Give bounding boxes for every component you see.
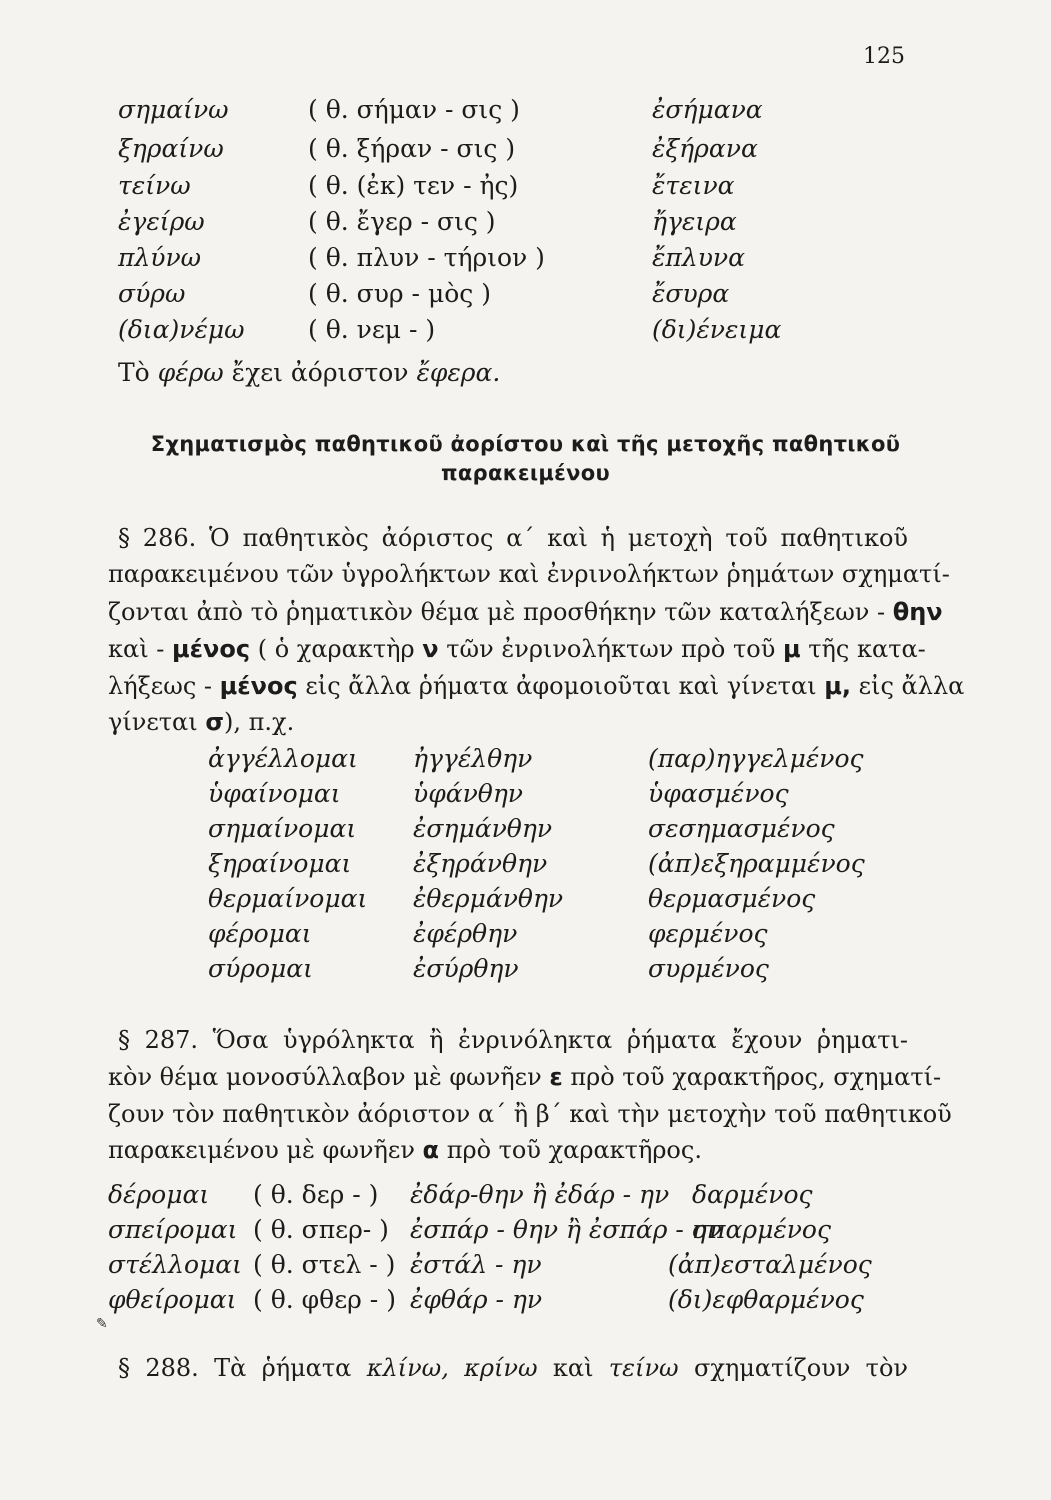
text: λήξεως - bbox=[108, 672, 212, 700]
text: ζονται ἀπὸ τὸ ῥηματικὸν θέμα μὲ προσθήκην τῶν καταλήξεων - bbox=[108, 598, 886, 626]
paragraph-line: παρακειμένου τῶν ὑγρολήκτων καὶ ἐνρινολήκτων ῥημάτων σχηματί- bbox=[108, 560, 950, 588]
present: ξηραίνομαι bbox=[208, 849, 352, 878]
section-heading-line2: παρακειμένου bbox=[441, 461, 610, 485]
aorist: ἔσυρα bbox=[652, 279, 730, 308]
theme: ( θ. δερ - ) bbox=[253, 1180, 379, 1209]
section-288 bbox=[118, 1350, 908, 1386]
paragraph-line bbox=[108, 1059, 942, 1095]
present: στέλλομαι bbox=[108, 1250, 242, 1279]
aorist: ἐφθάρ - ην bbox=[410, 1285, 543, 1314]
participle: (ἀπ)εξηραμμένος bbox=[648, 849, 865, 878]
letter-mu: μ, bbox=[824, 672, 851, 700]
vowel-epsilon: ε bbox=[549, 1063, 563, 1091]
verb: τείνω bbox=[118, 171, 191, 200]
aorist: ἐσπάρ - θην ἢ ἐσπάρ - ην bbox=[410, 1215, 722, 1244]
theme: ( θ. (ἐκ) τεν - ἠς) bbox=[308, 171, 519, 200]
participle: ὑφασμένος bbox=[648, 779, 789, 808]
text: πρὸ τοῦ χαρακτῆρος, σχηματί- bbox=[570, 1063, 942, 1091]
aorist: ἐξήρανα bbox=[652, 134, 758, 163]
theme: ( θ. σπερ- ) bbox=[253, 1215, 389, 1244]
letter-mu: μ bbox=[782, 635, 801, 663]
theme: ( θ. στελ - ) bbox=[253, 1250, 396, 1279]
participle: δαρμένος bbox=[692, 1180, 813, 1209]
table-row bbox=[0, 814, 1051, 850]
table-row bbox=[0, 1250, 1051, 1286]
present: δέρομαι bbox=[108, 1180, 210, 1209]
participle: (παρ)ηγγελμένος bbox=[648, 744, 864, 773]
text: § 288. Τὰ ῥήματα bbox=[118, 1354, 352, 1382]
ink-mark-icon: ✎ bbox=[96, 1316, 108, 1332]
text: ), π.χ. bbox=[224, 708, 295, 736]
paragraph-line: ζουν τὸν παθητικὸν ἀόριστον α΄ ἢ β΄ καὶ τὴν μετοχὴν τοῦ παθητικοῦ bbox=[108, 1100, 952, 1128]
table-row bbox=[0, 884, 1051, 920]
aorist: ἤγειρα bbox=[652, 207, 737, 236]
section-heading-line1: Σχηματισμὸς παθητικοῦ ἀορίστου καὶ τῆς μετοχῆς παθητικοῦ bbox=[150, 432, 901, 456]
table-row bbox=[0, 279, 1051, 315]
present: φθείρομαι bbox=[108, 1285, 237, 1314]
paragraph-line bbox=[108, 668, 965, 704]
text: παρακειμένου μὲ φωνῆεν bbox=[108, 1136, 415, 1164]
vowel-alpha: α bbox=[422, 1136, 440, 1164]
verbs: κλίνω, κρίνω bbox=[366, 1354, 538, 1382]
paragraph-line: § 286. Ὁ παθητικὸς ἀόριστος α΄ καὶ ἡ μετοχὴ τοῦ παθητικοῦ bbox=[118, 524, 908, 552]
present: ἀγγέλλομαι bbox=[208, 744, 358, 773]
verb: τείνω bbox=[608, 1354, 679, 1382]
table-row bbox=[0, 207, 1051, 243]
paragraph-line bbox=[108, 594, 943, 630]
participle: σπαρμένος bbox=[692, 1215, 831, 1244]
text: κὸν θέμα μονοσύλλαβον μὲ φωνῆεν bbox=[108, 1063, 542, 1091]
present: σημαίνομαι bbox=[208, 814, 357, 843]
aorist: ὑφάνθην bbox=[413, 779, 524, 808]
text: τῶν ἐνρινολήκτων πρὸ τοῦ bbox=[446, 635, 776, 663]
table-row bbox=[0, 744, 1051, 780]
table-row bbox=[0, 1180, 1051, 1216]
aorist: ἔπλυνα bbox=[652, 243, 745, 272]
aorist: ἐθερμάνθην bbox=[413, 884, 564, 913]
paragraph-line bbox=[108, 631, 926, 667]
aorist: ἐστάλ - ην bbox=[410, 1250, 542, 1279]
paragraph-line bbox=[108, 704, 908, 740]
verb: ξηραίνω bbox=[118, 134, 224, 163]
text: καὶ bbox=[552, 1354, 594, 1382]
table-row bbox=[0, 95, 1051, 131]
paragraph-line bbox=[108, 1132, 908, 1168]
theme: ( θ. ξήραν - σις ) bbox=[308, 134, 516, 163]
theme: ( θ. νεμ - ) bbox=[308, 315, 436, 344]
aorist: ἠγγέλθην bbox=[413, 744, 533, 773]
participle: θερμασμένος bbox=[648, 884, 816, 913]
present: φέρομαι bbox=[208, 919, 312, 948]
present: σπείρομαι bbox=[108, 1215, 238, 1244]
verb: πλύνω bbox=[118, 243, 202, 272]
aorist: ἐδάρ-θην ἢ ἐδάρ - ην bbox=[410, 1180, 670, 1209]
participle: (ἀπ)εσταλμένος bbox=[668, 1250, 872, 1279]
table-row bbox=[0, 134, 1051, 170]
aorist: (δι)ένειμα bbox=[652, 315, 782, 344]
aorist: ἐφέρθην bbox=[413, 919, 518, 948]
text: σχηματίζουν τὸν bbox=[693, 1354, 909, 1382]
participle: σεσημασμένος bbox=[648, 814, 835, 843]
aorist: ἐξηράνθην bbox=[413, 849, 548, 878]
theme: ( θ. σήμαν - σις ) bbox=[308, 95, 520, 124]
present: ὑφαίνομαι bbox=[208, 779, 341, 808]
paragraph-line: § 287. Ὅσα ὑγρόληκτα ἢ ἐνρινόληκτα ῥήματα ἔχουν ῥηματι- bbox=[118, 1026, 908, 1054]
table-row bbox=[0, 243, 1051, 279]
note-middle: ἔχει ἀόριστον bbox=[231, 358, 409, 387]
text: εἰς ἄλλα ῥήματα ἀφομοιοῦται καὶ γίνεται bbox=[305, 672, 817, 700]
note-lead: Τὸ bbox=[118, 358, 150, 387]
text: εἰς ἄλλα bbox=[858, 672, 965, 700]
participle: φερμένος bbox=[648, 919, 768, 948]
note-form: ἔφερα. bbox=[416, 358, 501, 387]
ending-menos: μένος bbox=[172, 635, 251, 663]
letter-sigma: σ bbox=[205, 708, 225, 736]
table-row bbox=[0, 954, 1051, 990]
table-row bbox=[0, 779, 1051, 815]
verb: σημαίνω bbox=[118, 95, 229, 124]
ending-menos: μένος bbox=[219, 672, 298, 700]
aorist: ἐσήμανα bbox=[652, 95, 763, 124]
theme: ( θ. πλυν - τήριον ) bbox=[308, 243, 545, 272]
text: γίνεται bbox=[108, 708, 198, 736]
verb: σύρω bbox=[118, 279, 186, 308]
aorist: ἐσημάνθην bbox=[413, 814, 553, 843]
phero-note bbox=[118, 358, 500, 387]
ending-then: θην bbox=[892, 598, 943, 626]
present: θερμαίνομαι bbox=[208, 884, 368, 913]
theme: ( θ. ἔγερ - σις ) bbox=[308, 207, 496, 236]
table-row bbox=[0, 919, 1051, 955]
table-row bbox=[0, 1215, 1051, 1251]
verb: ἐγείρω bbox=[118, 207, 205, 236]
participle: συρμένος bbox=[648, 954, 769, 983]
text: καὶ - bbox=[108, 635, 165, 663]
table-row bbox=[0, 849, 1051, 885]
letter-nu: ν bbox=[422, 635, 439, 663]
verb: (δια)νέμω bbox=[118, 315, 245, 344]
theme: ( θ. συρ - μὸς ) bbox=[308, 279, 491, 308]
aorist: ἐσύρθην bbox=[413, 954, 519, 983]
text: τῆς κατα- bbox=[808, 635, 926, 663]
table-row bbox=[0, 315, 1051, 351]
note-verb: φέρω bbox=[157, 358, 224, 387]
aorist: ἔτεινα bbox=[652, 171, 735, 200]
present: σύρομαι bbox=[208, 954, 313, 983]
table-row bbox=[0, 1285, 1051, 1321]
page-number: 125 bbox=[863, 44, 905, 69]
text: ( ὁ χαρακτὴρ bbox=[257, 635, 415, 663]
text: πρὸ τοῦ χαρακτῆρος. bbox=[446, 1136, 702, 1164]
participle: (δι)εφθαρμένος bbox=[668, 1285, 864, 1314]
table-row bbox=[0, 171, 1051, 207]
theme: ( θ. φθερ - ) bbox=[253, 1285, 396, 1314]
